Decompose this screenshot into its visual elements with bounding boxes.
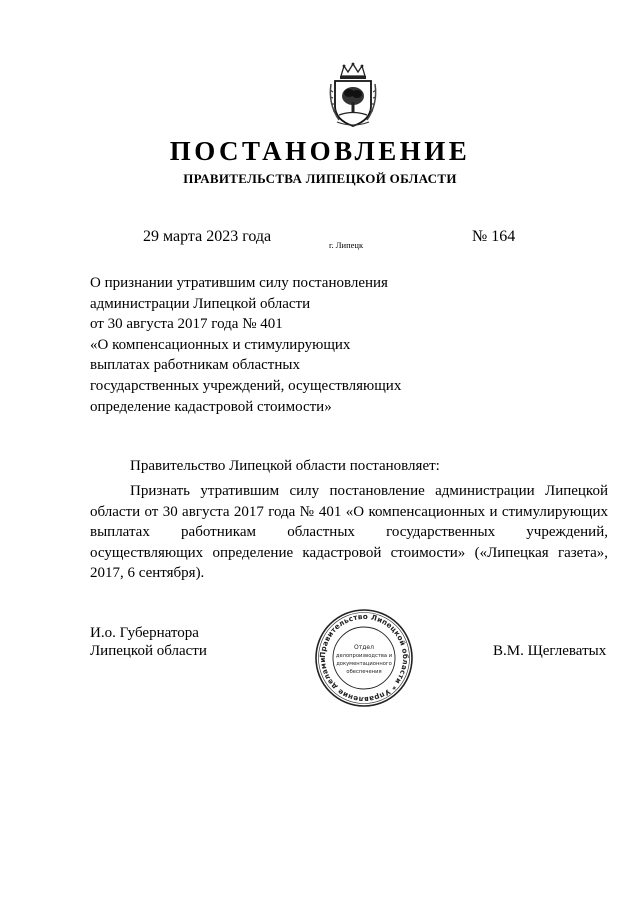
signer-role-line2: Липецкой области xyxy=(90,643,207,659)
official-stamp xyxy=(314,608,414,708)
body-line: 2017, 6 сентября). xyxy=(90,565,205,581)
heading-line: администрации Липецкой области xyxy=(90,295,311,312)
document-heading xyxy=(90,273,450,417)
document-date: 29 марта 2023 года xyxy=(143,228,272,245)
stamp-center-line: Отдел xyxy=(354,644,374,651)
coat-of-arms-icon xyxy=(327,62,379,128)
body-line: выплатах работникам областных государственных учреждений, xyxy=(90,524,608,540)
heading-line: О признании утратившим силу постановления xyxy=(90,275,388,291)
heading-line: выплатах работникам областных xyxy=(90,357,300,374)
body-line: области от 30 августа 2017 года № 401 «О компенсационных и стимулирующих xyxy=(90,503,608,520)
signer-role-line1: И.о. Губернатора xyxy=(90,625,199,641)
document-title: ПОСТАНОВЛЕНИЕ xyxy=(169,136,471,166)
document-number: № 164 xyxy=(472,228,516,245)
heading-line: определение кадастровой стоимости» xyxy=(90,398,332,415)
stamp-center-line: обеспечения xyxy=(346,669,382,675)
stamp-center-line: делопроизводства и xyxy=(335,653,393,659)
signer-name: В.М. Щеглеватых xyxy=(493,643,607,659)
heading-line: «О компенсационных и стимулирующих xyxy=(90,336,351,353)
heading-line: от 30 августа 2017 года № 401 xyxy=(90,316,283,333)
heading-line: государственных учреждений, осуществляющих xyxy=(90,377,402,394)
document-subtitle: ПРАВИТЕЛЬСТВА ЛИПЕЦКОЙ ОБЛАСТИ xyxy=(183,171,457,186)
body-line: осуществляющих определение кадастровой стоимости» («Липецкая газета», xyxy=(90,544,608,561)
stamp-ring-text: Правительство Липецкой области * Управление делами xyxy=(317,611,411,705)
document-body xyxy=(90,481,608,584)
document-place: г. Липецк xyxy=(329,240,364,250)
body-line: Признать утратившим силу постановление администрации Липецкой xyxy=(130,483,608,499)
resolve-line: Правительство Липецкой области постановляет: xyxy=(130,458,440,474)
stamp-center-line: документационного xyxy=(336,661,392,667)
